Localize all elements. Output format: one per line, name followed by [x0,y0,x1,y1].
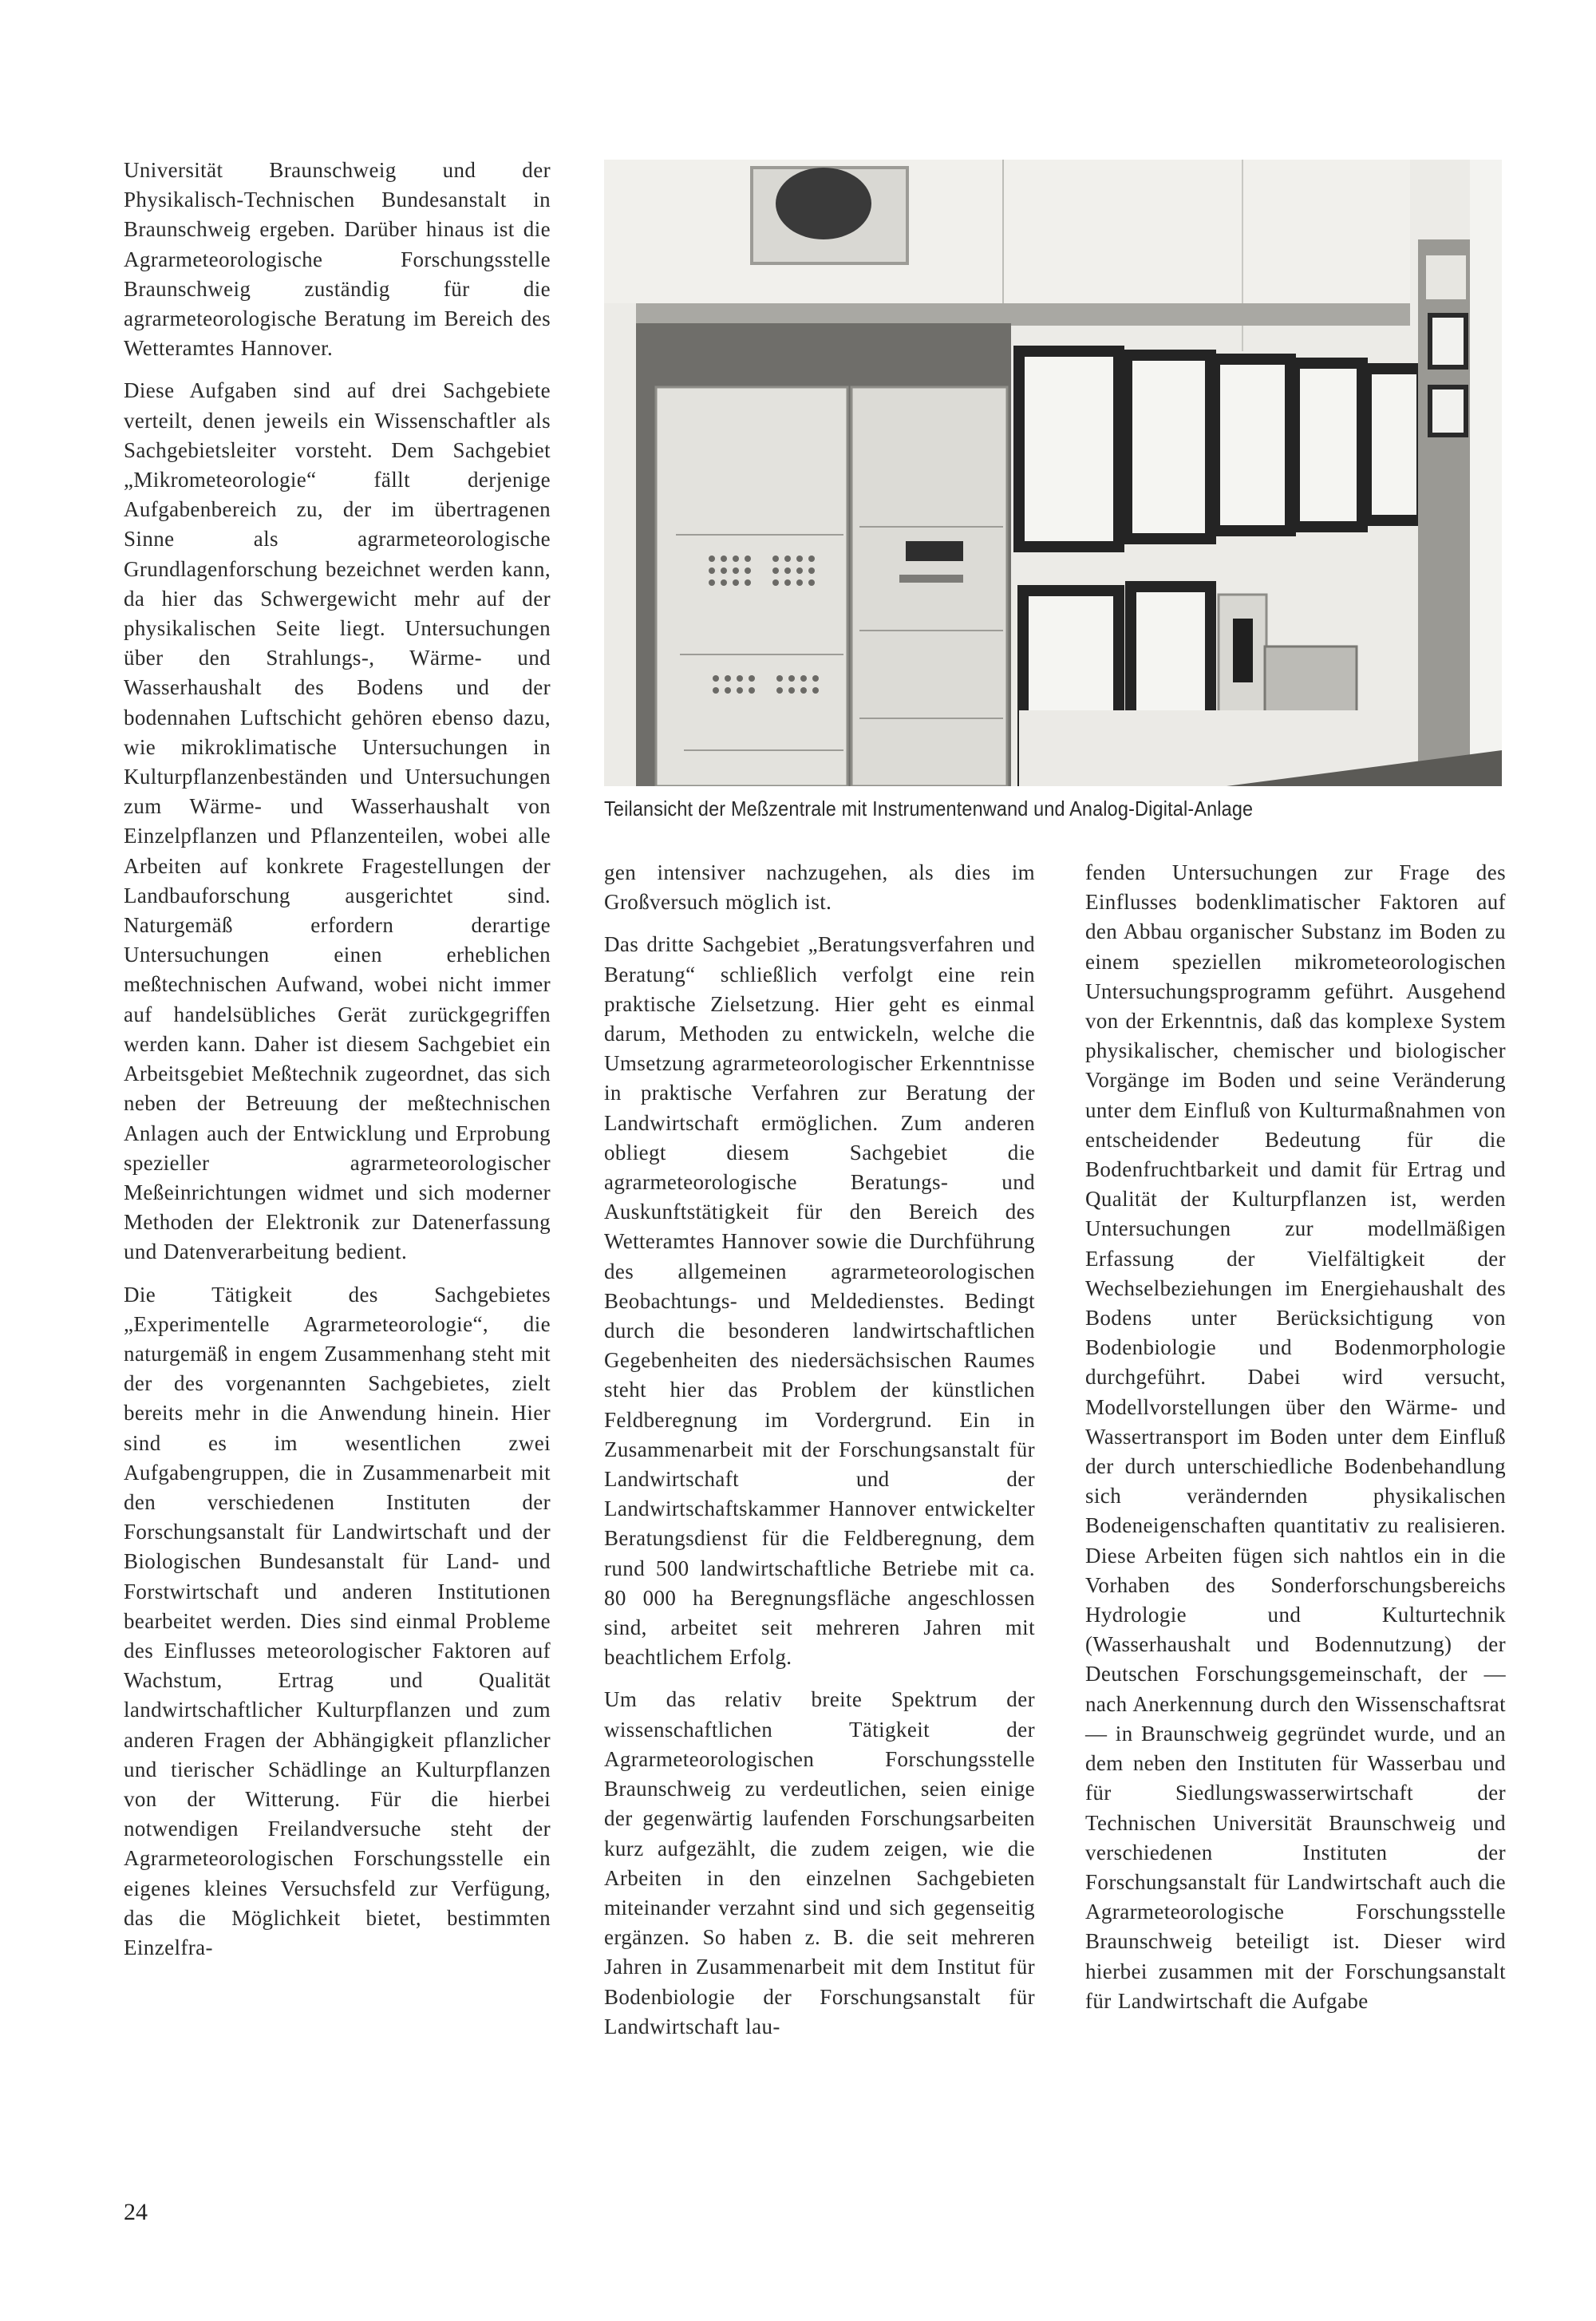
paragraph: gen intensiver nachzugehen, als dies im Großversuch möglich ist. [604,860,1035,915]
text-column-left [124,156,551,1975]
measurement-center-photo [604,160,1502,786]
paragraph: Die Tätigkeit des Sachgebietes „Experimentelle Agrarmeteorologie“, die naturgemäß in engem Zusammenhang steht mit der des vorgenannten Sachgebietes, zielt bereits mehr in die Anwendung hinein. Hier sind es im wesentlichen zwei Aufgabengruppen, die in Zusammenarbeit mit den verschiedenen Instituten der Forschungsanstalt für Landwirtschaft und der Biologischen Bundesanstalt für Land- und Forstwirtschaft und anderen Institutionen bearbeitet werden. Dies sind einmal Probleme des Einflusses meteorologischer Faktoren auf Wachstum, Ertrag und Qualität landwirtschaftlicher Kulturpflanzen und zum anderen Fragen der Abhängigkeit pflanzlicher und tierischer Schädlinge an Kulturpflanzen von der Witterung. Für die hierbei notwendigen Freilandversuche steht der Agrarmeteorologischen Forschungsstelle ein eigenes kleines Versuchsfeld zur Verfügung, das die Möglichkeit bietet, bestimmten Einzelfra- [124,1282,551,1959]
figure-photo [604,160,1502,786]
paragraph: fenden Untersuchungen zur Frage des Einflusses bodenklimatischer Faktoren auf den Abbau organischer Substanz im Boden zu einem speziellen mikrometeorologischen Untersuchungsprogramm geführt. Ausgehend von der Erkenntnis, daß das komplexe System physikalischer, chemischer und biologischer Vorgänge im Boden und seine Veränderung unter dem Einfluß von Kulturmaßnahmen von entscheidender Bedeutung für die Bodenfruchtbarkeit und damit für Ertrag und Qualität der Kulturpflanzen ist, werden Untersuchungen zur modellmäßigen Erfassung der Vielfältigkeit der Wechselbeziehungen im Energiehaushalt des Bodens unter Berücksichtigung von Bodenbiologie und Bodenmorphologie durchgeführt. Dabei wird versucht, Modellvorstellungen über den Wärme- und Wassertransport im Boden unter dem Einfluß der durch unterschiedliche Bodenbehandlung sich verändernden physikalischen Bodeneigenschaften quantitativ zu realisieren. Diese Arbeiten fügen sich nahtlos ein in die Vorhaben des Sonderforschungsbereichs Hydrologie und Kulturtechnik (Wasserhaushalt und Bodennutzung) der Deutschen Forschungsgemeinschaft, der — nach Anerkennung durch den Wissenschaftsrat — in Braunschweig gegründet wurde, und an dem neben den Instituten für Wasserbau und für Siedlungswasserwirtschaft der Technischen Universität Braunschweig und verschiedenen Instituten der Forschungsanstalt für Landwirtschaft auch die Agrarmeteorologische Forschungsstelle Braunschweig beteiligt ist. Dieser wird hierbei zusammen mit der Forschungsanstalt für Landwirtschaft die Aufgabe [1085,860,1506,2013]
paragraph: Das dritte Sachgebiet „Beratungsverfahren und Beratung“ schließlich verfolgt eine rein praktische Zielsetzung. Hier geht es einmal darum, Methoden zu entwickeln, welche die Umsetzung agrarmeteorologischer Erkenntnisse in praktische Verfahren zur Beratung der Landwirtschaft ermöglichen. Zum anderen obliegt diesem Sachgebiet die agrarmeteorologische Beratungs- und Auskunftstätigkeit für den Bereich des Wetteramtes Hannover sowie die Durchführung des allgemeinen agrarmeteorologischen Beobachtungs- und Meldedienstes. Bedingt durch die besonderen landwirtschaftlichen Gegebenheiten des niedersächsischen Raumes steht hier das Problem der künstlichen Feldberegnung im Vordergrund. Ein in Zusammenarbeit mit der Forschungsanstalt für Landwirtschaft und der Landwirtschaftskammer Hannover entwickelter Beratungsdienst für die Feldberegnung, dem rund 500 landwirtschaftliche Betriebe mit ca. 80 000 ha Beregnungsfläche angeschlossen sind, arbeitet seit mehreren Jahren mit beachtlichem Erfolg. [604,932,1035,1670]
text-column-right [1085,858,1506,2029]
figure-caption: Teilansicht der Meßzentrale mit Instrumentenwand und Analog-Digital-Anlage [604,797,1254,820]
paragraph: Diese Aufgaben sind auf drei Sachgebiete verteilt, denen jeweils ein Wissenschaftler als Sachgebietsleiter vorsteht. Dem Sachgebiet „Mikrometeorologie“ fällt derjenige Aufgabenbereich zu, der im übertragenen Sinne als agrarmeteorologische Grundlagenforschung bezeichnet werden kann, da hier das Schwergewicht mehr auf der physikalischen Seite liegt. Untersuchungen über den Strahlungs-, Wärme- und Wasserhaushalt des Bodens und der bodennahen Luftschicht gehören ebenso dazu, wie mikroklimatische Untersuchungen in Kulturpflanzenbeständen und Untersuchungen zum Wärme- und Wasserhaushalt von Einzelpflanzen und Pflanzenteilen, wobei alle Arbeiten auf konkrete Fragestellungen der Landbauforschung ausgerichtet sind. Naturgemäß erfordern derartige Untersuchungen einen erheblichen meßtechnischen Aufwand, wobei nicht immer auf handelsübliches Gerät zurückgegriffen werden kann. Daher ist diesem Sachgebiet ein Arbeitsgebiet Meßtechnik zugeordnet, das sich neben der Betreuung der meßtechnischen Anlagen auch der Entwicklung und Erprobung spezieller agrarmeteorologischer Meßeinrichtungen widmet und sich moderner Methoden der Elektronik zur Datenerfassung und Datenverarbeitung bedient. [124,378,551,1264]
paragraph: Um das relativ breite Spektrum der wissenschaftlichen Tätigkeit der Agrarmeteorologischen Forschungsstelle Braunschweig zu verdeutlichen, seien einige der gegenwärtig laufenden Forschungsarbeiten kurz aufgezählt, die zudem zeigen, wie die Arbeiten in den einzelnen Sachgebieten miteinander verzahnt sind und sich gegenseitig ergänzen. So haben z. B. die seit mehreren Jahren in Zusammenarbeit mit dem Institut für Bodenbiologie der Forschungsanstalt für Landwirtschaft lau- [604,1687,1035,2038]
page-number: 24 [124,2199,148,2225]
text-column-middle [604,858,1035,2054]
paragraph: Universität Braunschweig und der Physikalisch-Technischen Bundesanstalt in Braunschweig ergeben. Darüber hinaus ist die Agrarmeteorologische Forschungsstelle Braunschweig zuständig für die agrarmeteorologische Beratung im Bereich des Wetteramtes Hannover. [124,158,551,361]
